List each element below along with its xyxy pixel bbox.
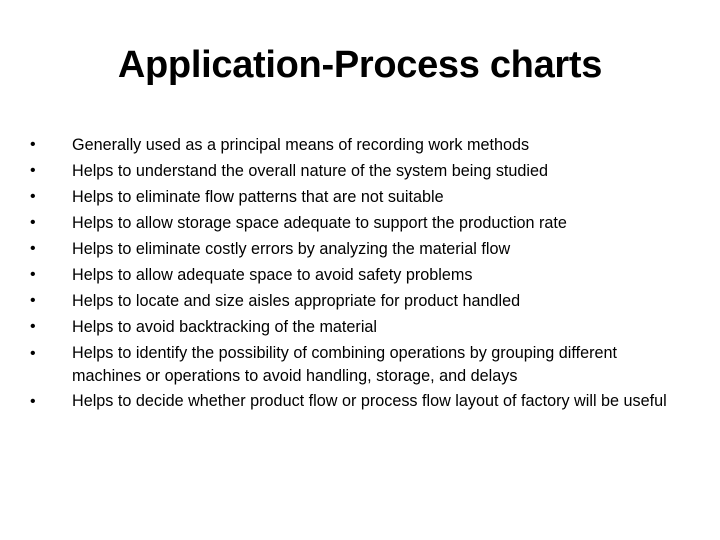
bullet-item — [30, 132, 690, 158]
bullet-text: Helps to allow storage space adequate to support the production rate — [72, 214, 567, 232]
bullet-icon: • — [30, 214, 36, 231]
bullet-text: Helps to decide whether product flow or process flow layout of factory will be useful — [72, 392, 667, 410]
bullet-icon: • — [30, 345, 36, 362]
bullet-item — [30, 210, 690, 236]
bullet-icon: • — [30, 318, 36, 335]
bullet-item — [30, 236, 690, 262]
bullet-icon: • — [30, 266, 36, 283]
bullet-item — [30, 262, 690, 288]
bullet-icon: • — [30, 292, 36, 309]
bullet-text: Helps to avoid backtracking of the material — [72, 318, 378, 336]
slide-title: Application-Process charts — [117, 44, 603, 86]
bullet-icon: • — [30, 136, 36, 153]
bullet-item — [30, 314, 690, 340]
bullet-icon: • — [30, 162, 36, 179]
bullet-text: Generally used as a principal means of recording work methods — [72, 136, 530, 154]
bullet-item — [30, 390, 690, 413]
bullet-item — [30, 288, 690, 314]
bullet-item — [30, 158, 690, 184]
bullet-text: Helps to locate and size aisles appropriate for product handled — [72, 292, 521, 310]
bullet-text: Helps to eliminate flow patterns that are not suitable — [72, 188, 444, 206]
bullet-text: Helps to identify the possibility of combining operations by grouping different machines or operations to avoid handling, storage, and delays — [72, 344, 617, 385]
bullet-icon: • — [30, 393, 36, 410]
bullet-item — [30, 184, 690, 210]
bullet-text: Helps to allow adequate space to avoid safety problems — [72, 266, 473, 284]
bullet-text: Helps to eliminate costly errors by analyzing the material flow — [72, 240, 511, 258]
bullet-list — [30, 132, 690, 413]
bullet-text: Helps to understand the overall nature of the system being studied — [72, 162, 549, 180]
bullet-icon: • — [30, 188, 36, 205]
bullet-icon: • — [30, 240, 36, 257]
bullet-item — [30, 342, 690, 388]
